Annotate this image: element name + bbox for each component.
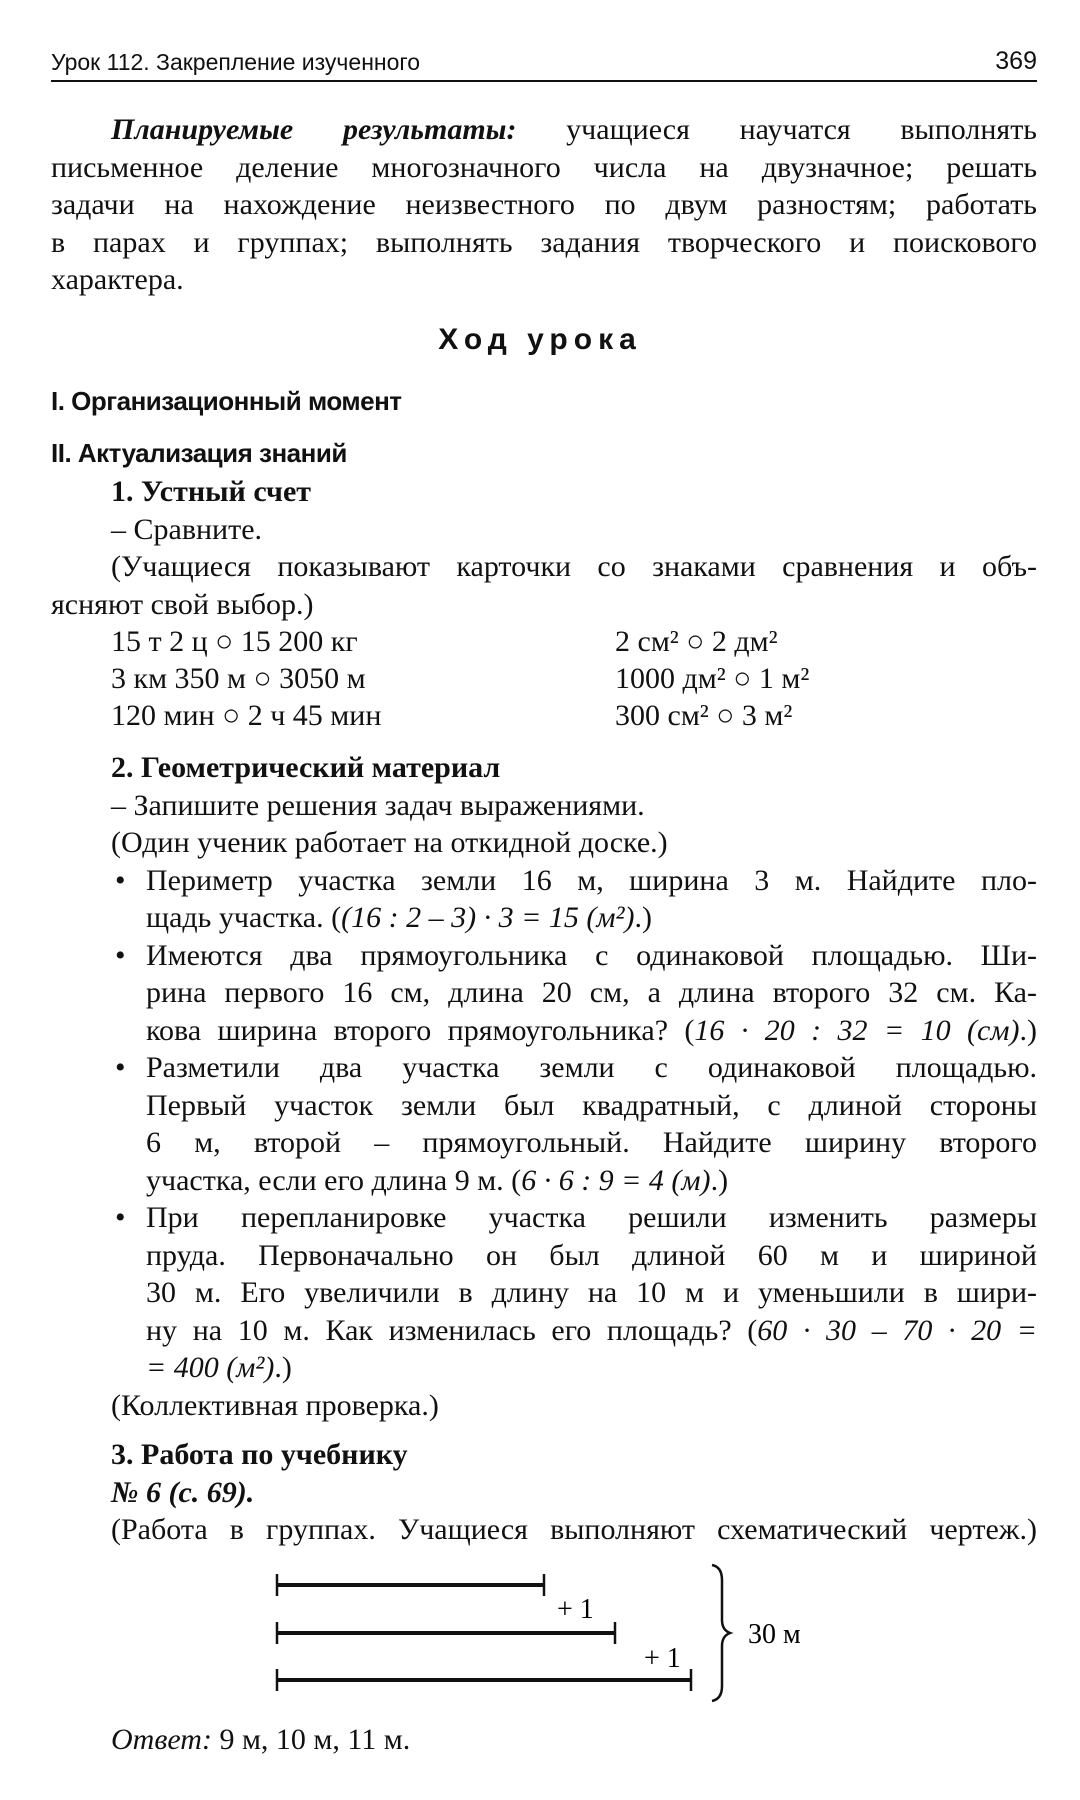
bullet-icon: • bbox=[115, 1201, 126, 1234]
running-header bbox=[51, 40, 1037, 82]
answer bbox=[51, 1721, 1080, 1759]
prompt: – Сравните. bbox=[111, 512, 263, 546]
text-segment: .) bbox=[274, 1351, 292, 1384]
section-heading-2: II. Актуализация знаний bbox=[51, 438, 347, 468]
task-line bbox=[51, 862, 1037, 900]
text-line: ясняют свой выбор.) bbox=[51, 587, 314, 621]
oral-counting bbox=[51, 473, 1037, 734]
text-segment: .) bbox=[710, 1163, 729, 1197]
task-line bbox=[51, 1312, 1037, 1350]
total-label: 30 м bbox=[748, 1619, 801, 1650]
answer-text: 9 м, 10 м, 11 м. bbox=[211, 1723, 411, 1756]
geometry-material bbox=[51, 749, 1037, 1424]
bullet-icon: • bbox=[115, 1051, 126, 1084]
section-heading-1: I. Организационный момент bbox=[51, 386, 402, 416]
segment-diagram bbox=[0, 1550, 1080, 1710]
comparison-row bbox=[51, 623, 1037, 660]
task-line bbox=[51, 937, 1037, 975]
text-line: характера. bbox=[51, 263, 184, 296]
subsection-heading: 2. Геометрический материал bbox=[111, 751, 501, 784]
comparison-right: 300 см² ○ 3 м² bbox=[615, 699, 793, 732]
comparison-left: 3 км 350 м ○ 3050 м bbox=[111, 662, 366, 695]
formula: (16 : 2 – 3) · 3 = 15 (м²) bbox=[341, 901, 635, 934]
task-line: Первый участок земли был квадратный, с длиной стороны bbox=[146, 1088, 1037, 1122]
text-line: (Учащиеся показывают карточки со знаками сравнения и объ- bbox=[111, 550, 1037, 583]
formula: 6 · 6 : 9 = 4 (м) bbox=[521, 1163, 711, 1197]
diff-label-1: + 1 bbox=[557, 1594, 594, 1625]
brace-icon bbox=[712, 1565, 730, 1701]
comparison-row bbox=[51, 660, 1037, 697]
bullet-icon: • bbox=[115, 863, 126, 897]
page-number: 369 bbox=[995, 47, 1037, 75]
task-line bbox=[51, 1162, 1037, 1200]
comparison-right: 1000 дм² ○ 1 м² bbox=[615, 662, 810, 695]
comparison-left: 120 мин ○ 2 ч 45 мин bbox=[111, 699, 382, 732]
text-segment: кова ширина второго прямоугольника? ( bbox=[146, 1013, 695, 1047]
task-line: пруда. Первоначально он был длиной 60 м и шириной bbox=[146, 1238, 1037, 1272]
task-line: 30 м. Его увеличили в длину на 10 м и уменьшили в шири- bbox=[146, 1276, 1037, 1309]
header-title: Урок 112. Закрепление изученного bbox=[51, 49, 421, 75]
text-segment: ну на 10 м. Как изменилась его площадь? ( bbox=[146, 1313, 758, 1347]
formula: 60 · 30 – 70 · 20 = bbox=[757, 1313, 1037, 1347]
text-line: задачи на нахождение неизвестного по двум разностям; работать bbox=[51, 188, 1037, 221]
textbook-work bbox=[51, 1436, 1037, 1549]
text-line: письменное деление многозначного числа на двузначное; решать bbox=[51, 150, 1037, 184]
task-line bbox=[51, 1199, 1037, 1237]
text-segment: участка, если его длина 9 м. ( bbox=[146, 1163, 522, 1197]
prompt: – Запишите решения задач выражениями. bbox=[111, 788, 645, 822]
planned-label: Планируемые результаты: bbox=[111, 113, 517, 146]
comparison-right: 2 см² ○ 2 дм² bbox=[615, 625, 778, 658]
text-segment: При перепланировке участка решили изменить размеры bbox=[146, 1201, 1037, 1234]
formula: 16 · 20 : 32 = 10 (см) bbox=[694, 1013, 1020, 1047]
bullet-icon: • bbox=[115, 938, 126, 972]
subsection-heading: 1. Устный счет bbox=[111, 475, 312, 508]
task-line bbox=[51, 1049, 1037, 1087]
lesson-title: Ход урока bbox=[438, 323, 642, 356]
planned-results bbox=[51, 111, 1037, 299]
comparison-row bbox=[51, 697, 1037, 734]
note: (Коллективная проверка.) bbox=[111, 1388, 439, 1422]
note: (Работа в группах. Учащиеся выполняют схематический чертеж.) bbox=[111, 1513, 1037, 1546]
segment-1 bbox=[277, 1574, 544, 1596]
diff-label-2: + 1 bbox=[644, 1643, 681, 1674]
formula: = 400 (м²) bbox=[146, 1351, 275, 1384]
text-segment: .) bbox=[634, 901, 652, 934]
task-line: рина первого 16 см, длина 20 см, а длина второго 32 см. Ка- bbox=[146, 976, 1037, 1009]
comparison-left: 15 т 2 ц ○ 15 200 кг bbox=[111, 625, 358, 658]
note: (Один ученик работает на откидной доске.) bbox=[111, 826, 668, 859]
text-line: в парах и группах; выполнять задания творческого и поискового bbox=[51, 225, 1037, 259]
task-line bbox=[51, 1349, 1037, 1387]
text-segment: Разметили два участка земли с одинаковой площадью. bbox=[146, 1051, 1037, 1084]
text-segment: Периметр участка земли 16 м, ширина 3 м. Найдите пло- bbox=[146, 863, 1037, 897]
segment-3 bbox=[277, 1669, 691, 1691]
text-segment: Имеются два прямоугольника с одинаковой площадью. Ши- bbox=[146, 938, 1037, 972]
subsection-heading: 3. Работа по учебнику bbox=[111, 1438, 408, 1471]
task-line bbox=[51, 1012, 1037, 1050]
exercise-ref: № 6 (с. 69). bbox=[111, 1475, 255, 1509]
segment-2 bbox=[277, 1622, 615, 1644]
task-line: 6 м, второй – прямоугольный. Найдите ширину второго bbox=[146, 1126, 1037, 1159]
text-segment: .) bbox=[1019, 1013, 1037, 1047]
answer-label: Ответ: bbox=[111, 1723, 212, 1756]
text-segment: щадь участка. ( bbox=[146, 901, 342, 934]
text-line: учащиеся научатся выполнять bbox=[516, 113, 1037, 146]
task-line bbox=[51, 899, 1037, 937]
